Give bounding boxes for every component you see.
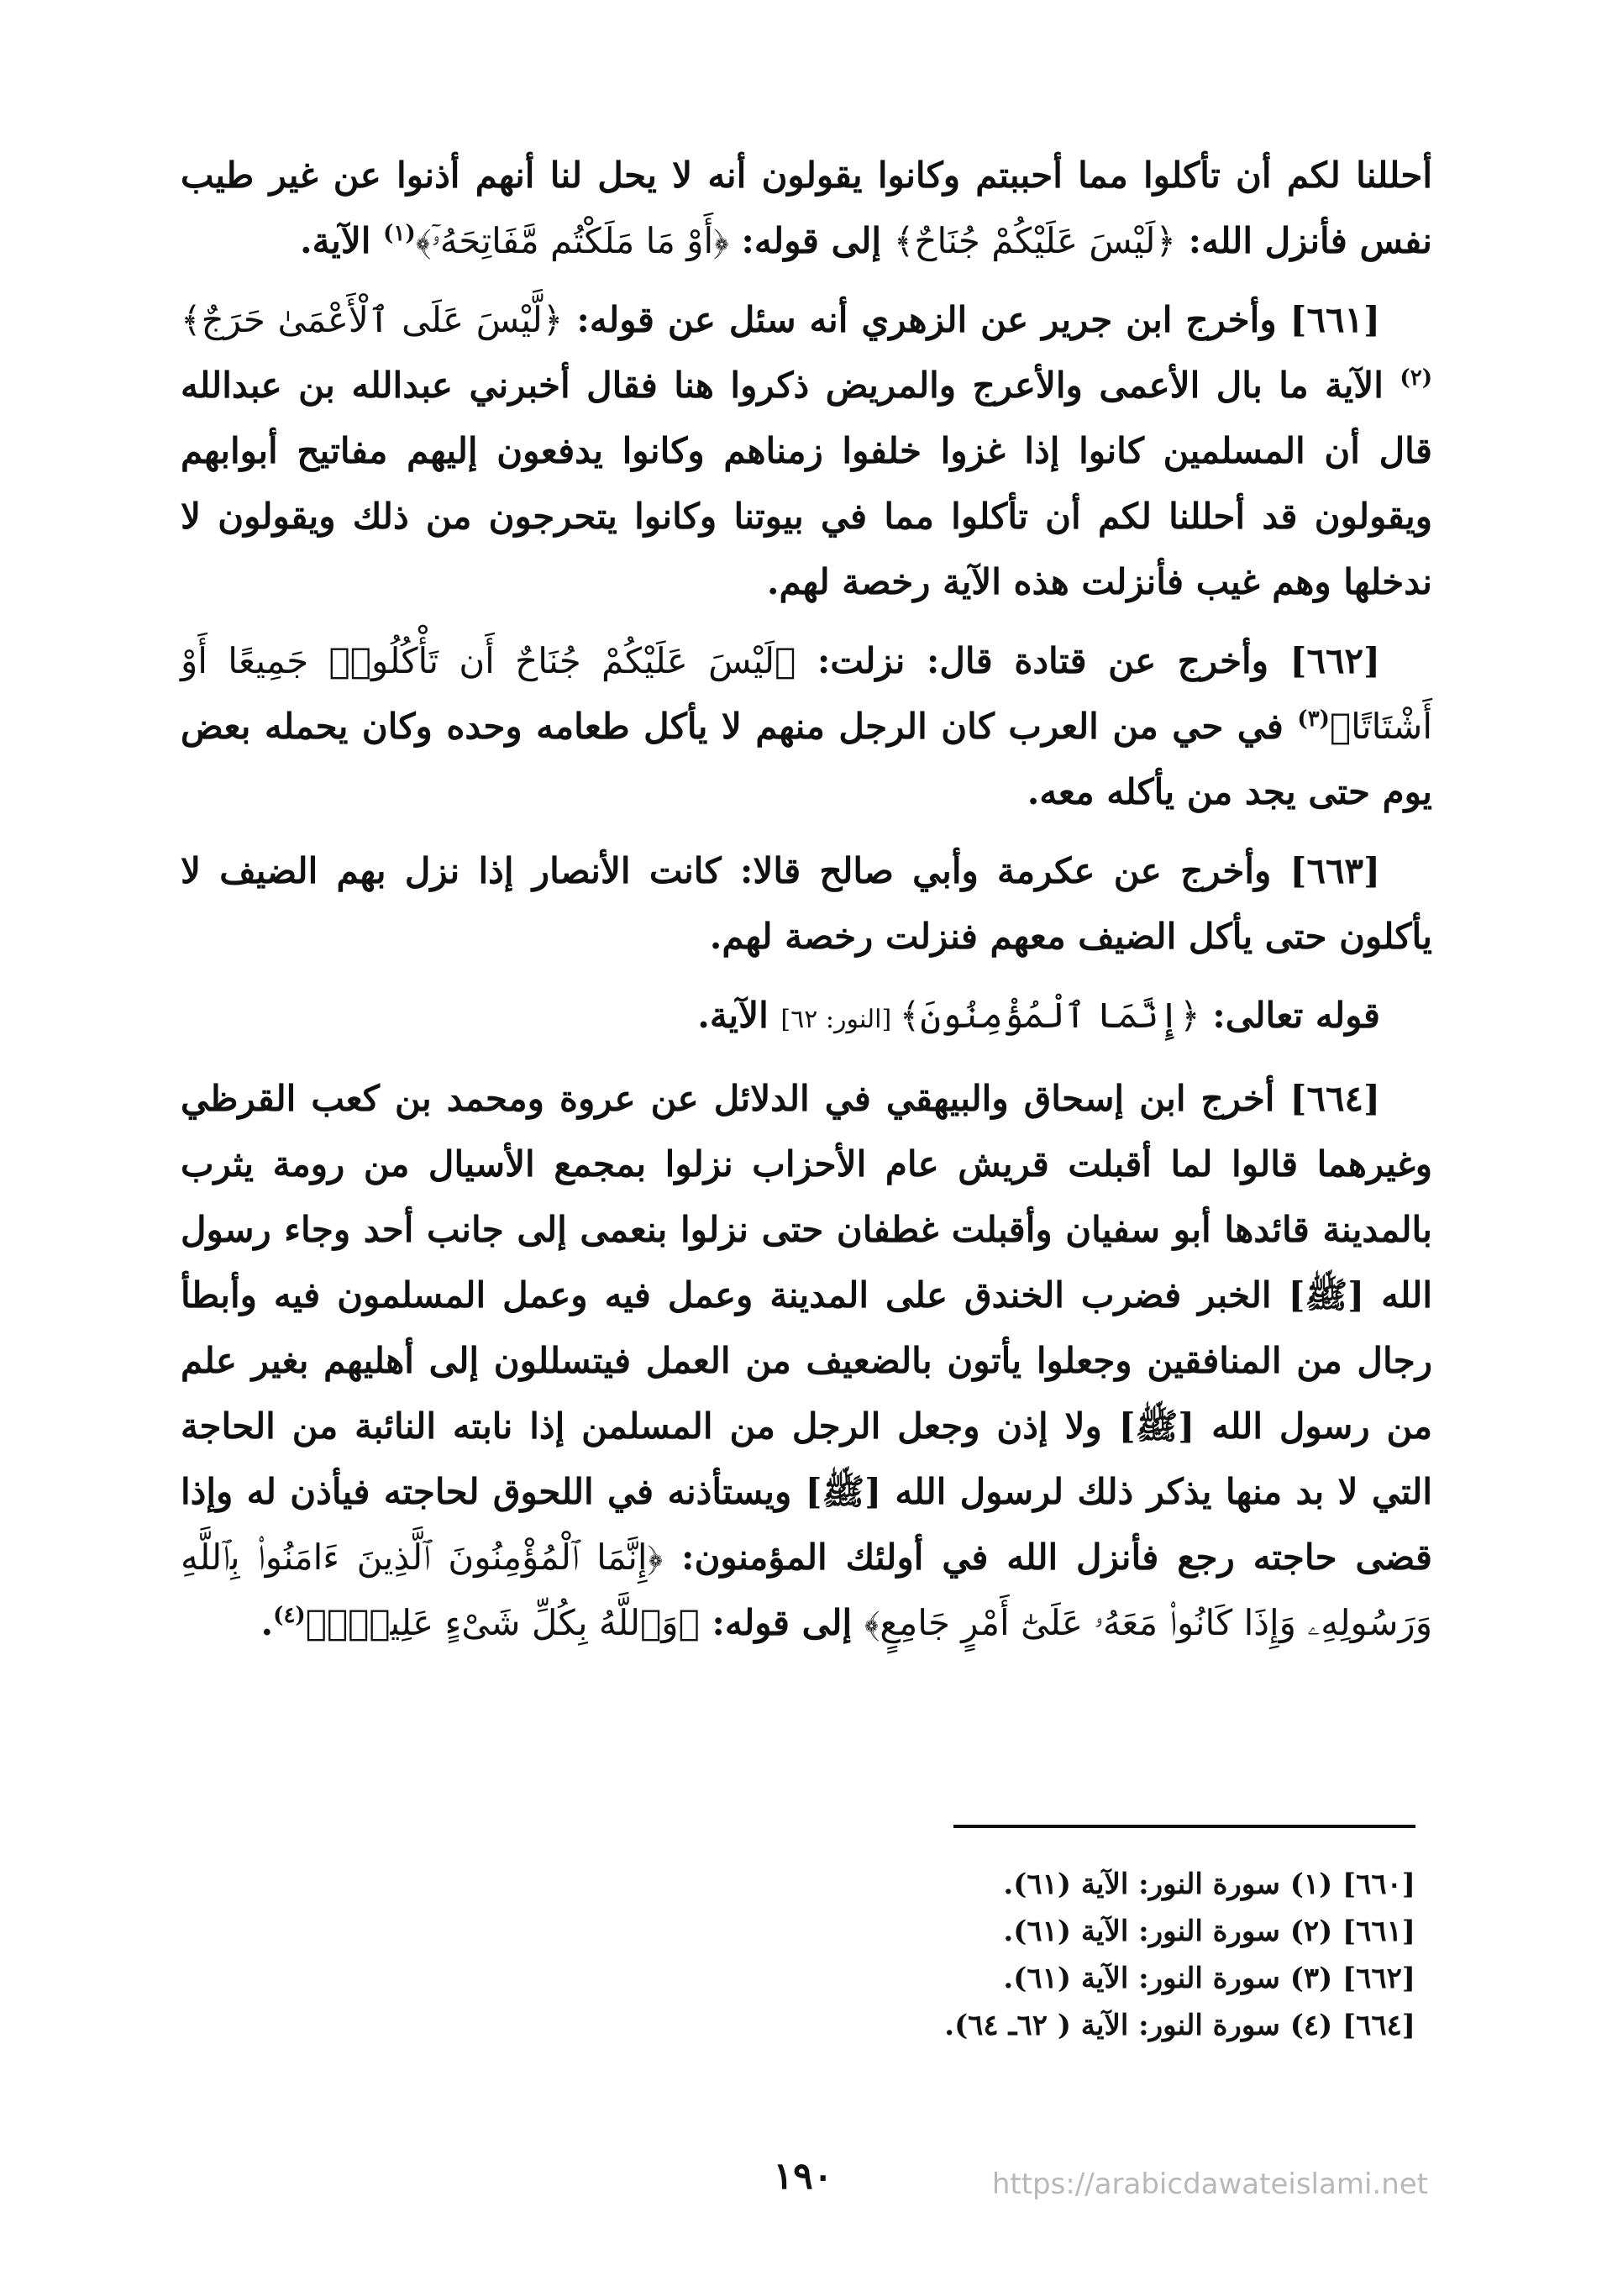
footnote: [٦٦٢] (٣) سورة النور: الآية (٦١).: [1003, 1962, 1415, 1995]
section-heading: [181, 983, 1432, 1053]
text-run: قوله تعالى:: [1200, 995, 1380, 1036]
quran-verse: ﴿لَّيْسَ عَلَى ٱلْأَعْمَىٰ حَرَجٌ﴾: [181, 299, 564, 340]
footnote: [٦٦٠] (١) سورة النور: الآية (٦١).: [1003, 1868, 1415, 1901]
text-run: أحللنا لكم أن تأكلوا مما أحببتم وكانوا يقولون أنه لا يحل لنا أنهم أذنوا عن غير طيب نفس فأنزل الله:: [181, 155, 1432, 261]
main-text: [181, 143, 1432, 1669]
paragraph: [181, 838, 1432, 969]
quran-verse: ﴿لَيْسَ عَلَيْكُمْ جُنَاحٌ أَن تَأْكُلُوا۟ جَمِيعًا أَوْ أَشْتَاتًا﴾: [181, 640, 1432, 747]
footnote-marker: (٢): [1400, 365, 1432, 391]
text-run: إلى قوله:: [699, 1602, 864, 1643]
paragraph: [181, 1066, 1432, 1656]
paragraph: [181, 628, 1432, 825]
text-run: [٦٦٤] أخرج ابن إسحاق والبيهقي في الدلائل عن عروة ومحمد بن كعب القرظي وغيرهما قالوا لما أقبلت قريش عام الأحزاب نزلوا بمجمع الأسيال من رومة يثرب بالمدينة قائدها أبو سفيان وأقبلت غطفان حتى نزلوا بنعمى إلى جانب أحد وجاء رسول الله [ﷺ] الخبر فضرب الخندق على المدينة وعمل فيه وعمل المسلمون فيه وأبطأ رجال من المنافقين وجعلوا يأتون بالضعيف من العمل فيتسللون إلى أهليهم بغير علم من رسول الله [ﷺ] ولا إذن وجعل الرجل من المسلمن إذا نابته النائبة من الحاجة التي لا بد منها يذكر ذلك لرسول الله [ﷺ] ويستأذنه في اللحوق لحاجته فيأذن له وإذا قضى حاجته رجع فأنزل الله في أولئك المؤمنون:: [181, 1078, 1432, 1578]
text-run: في حي من العرب كان الرجل منهم لا يأكل طعامه وحده وكان يحمله بعض يوم حتى يجد من يأكله معه.: [181, 706, 1432, 812]
footnote-divider: [953, 1825, 1415, 1828]
footnotes: [588, 1861, 1415, 2049]
quran-verse: ﴿أَوْ مَا مَلَكْتُم مَّفَاتِحَهُۥٓ﴾: [415, 220, 729, 261]
footnote-marker: (٣): [1297, 707, 1330, 732]
verse-reference: [النور: ٦٢]: [780, 1005, 900, 1034]
paragraph: [181, 143, 1432, 274]
text-run: .: [260, 1602, 274, 1643]
quran-verse: ﴿لَيْسَ عَلَيْكُمْ جُنَاحٌ﴾: [893, 220, 1176, 261]
paragraph: [181, 287, 1432, 615]
text-run: [٦٦٣] وأخرج عن عكرمة وأبي صالح قالا: كانت الأنصار إذا نزل بهم الضيف لا يأكلون حتى يأكل الضيف معهم فنزلت رخصة لهم.: [181, 850, 1432, 957]
text-run: الآية.: [300, 220, 384, 261]
text-run: [٦٦١] وأخرج ابن جرير عن الزهري أنه سئل عن قوله:: [563, 299, 1380, 340]
text-run: الآية ما بال الأعمى والأعرج والمريض ذكروا هنا فقال أخبرني عبدالله بن عبدالله قال أن المسلمين كانوا إذا غزوا خلفوا زمناهم وكانوا يدفعون إليهم مفاتيح أبوابهم ويقولون قد أحللنا لكم أن تأكلوا مما في بيوتنا وكانوا يتحرجون من ذلك ويقولون لا ندخلها وهم غيب فأنزلت هذه الآية رخصة لهم.: [181, 365, 1433, 602]
footnote-marker: (٤): [273, 1603, 306, 1628]
text-run: [٦٦٢] وأخرج عن قتادة قال: نزلت:: [796, 640, 1380, 681]
quran-verse: ﴿وَٱللَّهُ بِكُلِّ شَىْءٍ عَلِيمٌۢ﴾: [305, 1602, 700, 1643]
footnote: [٦٦١] (٢) سورة النور: الآية (٦١).: [1003, 1915, 1415, 1948]
quran-verse: ﴿إِنَّمَا ٱلْمُؤْمِنُونَ ٱلَّذِينَ ءَامَنُوا۟ بِٱللَّهِ وَرَسُولِهِۦ وَإِذَا كَانُوا۟ مَعَهُۥ عَلَىٰٓ أَمْرٍ جَامِعٍ﴾: [181, 1537, 1432, 1643]
footnote: [٦٦٤] (٤) سورة النور: الآية ( ٦٢ـ ٦٤).: [944, 2009, 1415, 2042]
text-run: الآية.: [697, 995, 781, 1036]
page-number: ١٩٠: [773, 2155, 833, 2198]
text-run: إلى قوله:: [728, 220, 894, 261]
footnote-marker: (١): [383, 221, 416, 246]
watermark: https://arabicdawateislami.net: [991, 2167, 1428, 2201]
quran-verse: ﴿إِنَّمَا ٱلْمُؤْمِنُونَ﴾: [899, 995, 1200, 1036]
